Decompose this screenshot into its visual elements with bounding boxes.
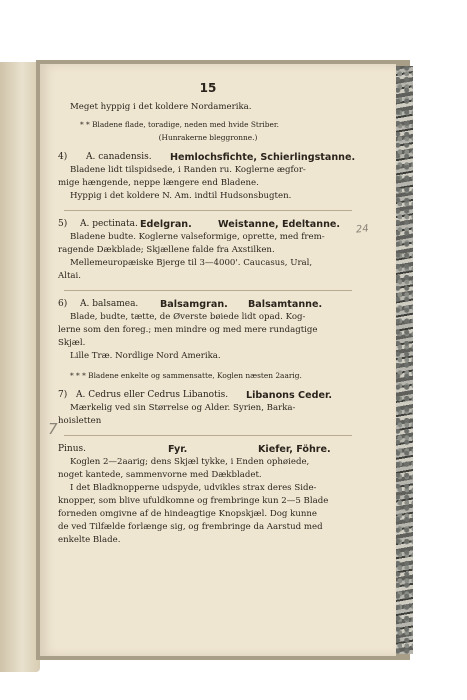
note-1b: (Hunrakerne bleggronne.) [158,133,258,142]
german-name-1: Edelgran. [140,219,192,230]
text-line: noget kantede, sammenvorne med Dækbladet. [58,470,262,480]
intro-line: Meget hyppig i det koldere Nordamerika. [70,102,252,112]
text-line: Skjæl. [58,338,86,348]
entry-number: 5) [58,219,68,229]
entry-number: 4) [58,152,68,162]
text-line: mige hængende, neppe længere end Bladene. [58,178,259,188]
latin-name: A. canadensis. [86,152,152,162]
marbled-edge [395,66,413,654]
german-name-2: Kiefer, Föhre. [258,444,331,455]
text-line: Lille Træ. Nordlige Nord Amerika. [70,351,221,361]
entry-6 [58,298,358,363]
text-line: Bladene budte. Koglerne valseformige, oprette, med frem- [70,232,325,242]
page-number: 15 [199,81,217,95]
divider [64,290,352,291]
latin-name: A. Cedrus eller Cedrus Libanotis. [76,390,229,400]
entry-number: 7) [58,390,68,400]
german-name: Hemlochsfichte, Schierlingstanne. [170,152,356,163]
entry-number: 6) [58,299,68,309]
latin-name: A. pectinata. [80,219,138,229]
text-line: Koglen 2—2aarig; dens Skjæl tykke, i Enden ophøiede, [70,457,310,467]
german-name-2: Balsamtanne. [248,299,323,310]
text-line: Mellemeuropæiske Bjerge til 3—4000'. Caucasus, Ural, [70,258,313,268]
german-name-1: Balsamgran. [160,299,228,310]
german-name-1: Fyr. [168,444,188,455]
pencil-margin-number: 7 [48,420,58,438]
divider [64,210,352,211]
text-line: Altai. [58,271,82,281]
entry-5 [58,218,358,283]
entry-4 [58,151,358,203]
text-line: forneden omgivne af de hindeagtige Knopskjæl. Dog kunne [58,509,318,519]
text-line: de ved Tilfælde forlænge sig, og frembringe da Aarstud med [58,522,323,532]
text-line: enkelte Blade. [58,535,121,545]
text-line: ragende Dækblade; Skjællene falde fra Axstilken. [58,245,275,255]
text-line: lerne som den foreg.; men mindre og med mere rundagtige [58,325,318,335]
text-line: Blade, budte, tætte, de Øverste bøiede lidt opad. Kog- [70,312,306,322]
entry-pinus [58,443,358,547]
page-text [58,82,358,547]
entry-7 [58,389,358,428]
text-line: I det Bladknopperne udspyde, udvikles strax deres Side- [70,483,317,493]
note-1: * * Bladene flade, toradige, neden med hvide Striber. [80,120,279,129]
text-line: Mærkelig ved sin Størrelse og Alder. Syrien, Barka- [70,403,296,413]
text-line: knopper, som blive ufuldkomne og frembringe kun 2—5 Blade [58,496,329,506]
german-name: Libanons Ceder. [246,390,332,401]
pencil-side-note: 24 [355,223,370,236]
divider [64,435,352,436]
text-line: hoisletten [58,416,102,426]
text-line: Hyppig i det koldere N. Am. indtil Hudsonsbugten. [70,191,292,201]
note-2: * * * Bladene enkelte og sammensatte, Koglen næsten 2aarig. [70,371,302,380]
german-name-2: Weistanne, Edeltanne. [218,219,341,230]
latin-name: A. balsamea. [80,299,139,309]
latin-name: Pinus. [58,444,87,454]
book-left-edge [0,62,40,672]
text-line: Bladene lidt tilspidsede, i Randen ru. Koglerne ægfor- [70,165,306,175]
